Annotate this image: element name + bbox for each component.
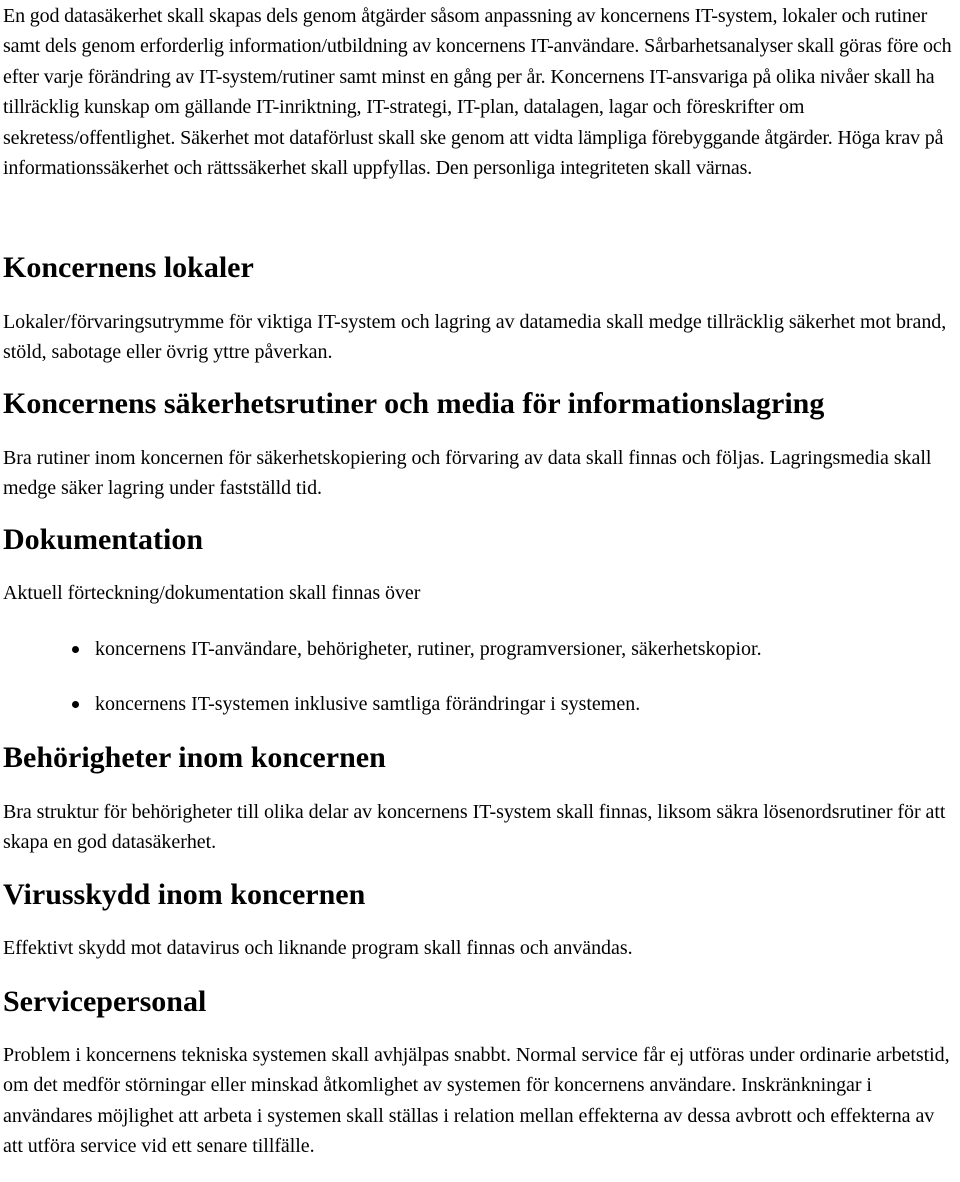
heading-dokumentation: Dokumentation: [3, 523, 204, 556]
paragraph-dokumentation: Aktuell förteckning/dokumentation skall finnas över: [3, 582, 421, 604]
heading-virusskydd: Virusskydd inom koncernen: [3, 878, 366, 911]
paragraph-behorigheter: Bra struktur för behörigheter till olika delar av koncernens IT-system skall finnas, liksom säkra lösenordsrutiner för att skapa en god datasäkerhet.: [3, 801, 946, 854]
paragraph-lokaler: Lokaler/förvaringsutrymme för viktiga IT-system och lagring av datamedia skall medge tillräcklig säkerhet mot brand, stöld, sabotage eller övrig yttre påverkan.: [3, 311, 947, 364]
list-item-text: koncernens IT-användare, behörigheter, rutiner, programversioner, säkerhetskopior.: [95, 638, 762, 660]
heading-servicepersonal: Servicepersonal: [3, 985, 207, 1018]
bullet-icon: [72, 646, 79, 653]
list-item-text: koncernens IT-systemen inklusive samtliga förändringar i systemen.: [95, 693, 641, 715]
heading-behorigheter: Behörigheter inom koncernen: [3, 741, 386, 774]
intro-paragraph: En god datasäkerhet skall skapas dels genom åtgärder såsom anpassning av koncernens IT-system, lokaler och rutiner samt dels genom erforderlig information/utbildning av koncernens IT-användare. Sårbarhetsanalyser skall göras före och efter varje förändring av IT-system/rutiner samt minst en gång per år. Koncernens IT-ansvariga på olika nivåer skall ha tillräcklig kunskap om gällande IT-inriktning, IT-strategi, IT-plan, datalagen, lagar och föreskrifter om sekretess/offentlighet. Säkerhet mot dataförlust skall ske genom att vidta lämpliga förebyggande åtgärder. Höga krav på informationssäkerhet och rättssäkerhet skall uppfyllas. Den personliga integriteten skall värnas.: [3, 5, 952, 180]
paragraph-sakerhetsrutiner: Bra rutiner inom koncernen för säkerhetskopiering och förvaring av data skall finnas och följas. Lagringsmedia skall medge säker lagring under fastställd tid.: [3, 447, 932, 500]
list-item: [69, 689, 949, 719]
paragraph-virusskydd: Effektivt skydd mot datavirus och liknande program skall finnas och användas.: [3, 937, 633, 959]
heading-sakerhetsrutiner: Koncernens säkerhetsrutiner och media för informationslagring: [3, 387, 825, 420]
heading-lokaler: Koncernens lokaler: [3, 251, 254, 284]
bullet-icon: [72, 701, 79, 708]
list-item: [69, 634, 949, 664]
paragraph-servicepersonal: Problem i koncernens tekniska systemen skall avhjälpas snabbt. Normal service får ej utföras under ordinarie arbetstid, om det medför störningar eller minskad åtkomlighet av systemen för koncernens användare. Inskränkningar i användares möjlighet att arbeta i systemen skall ställas i relation mellan effekterna av dessa avbrott och effekterna av att utföra service vid ett senare tillfälle.: [3, 1044, 950, 1158]
